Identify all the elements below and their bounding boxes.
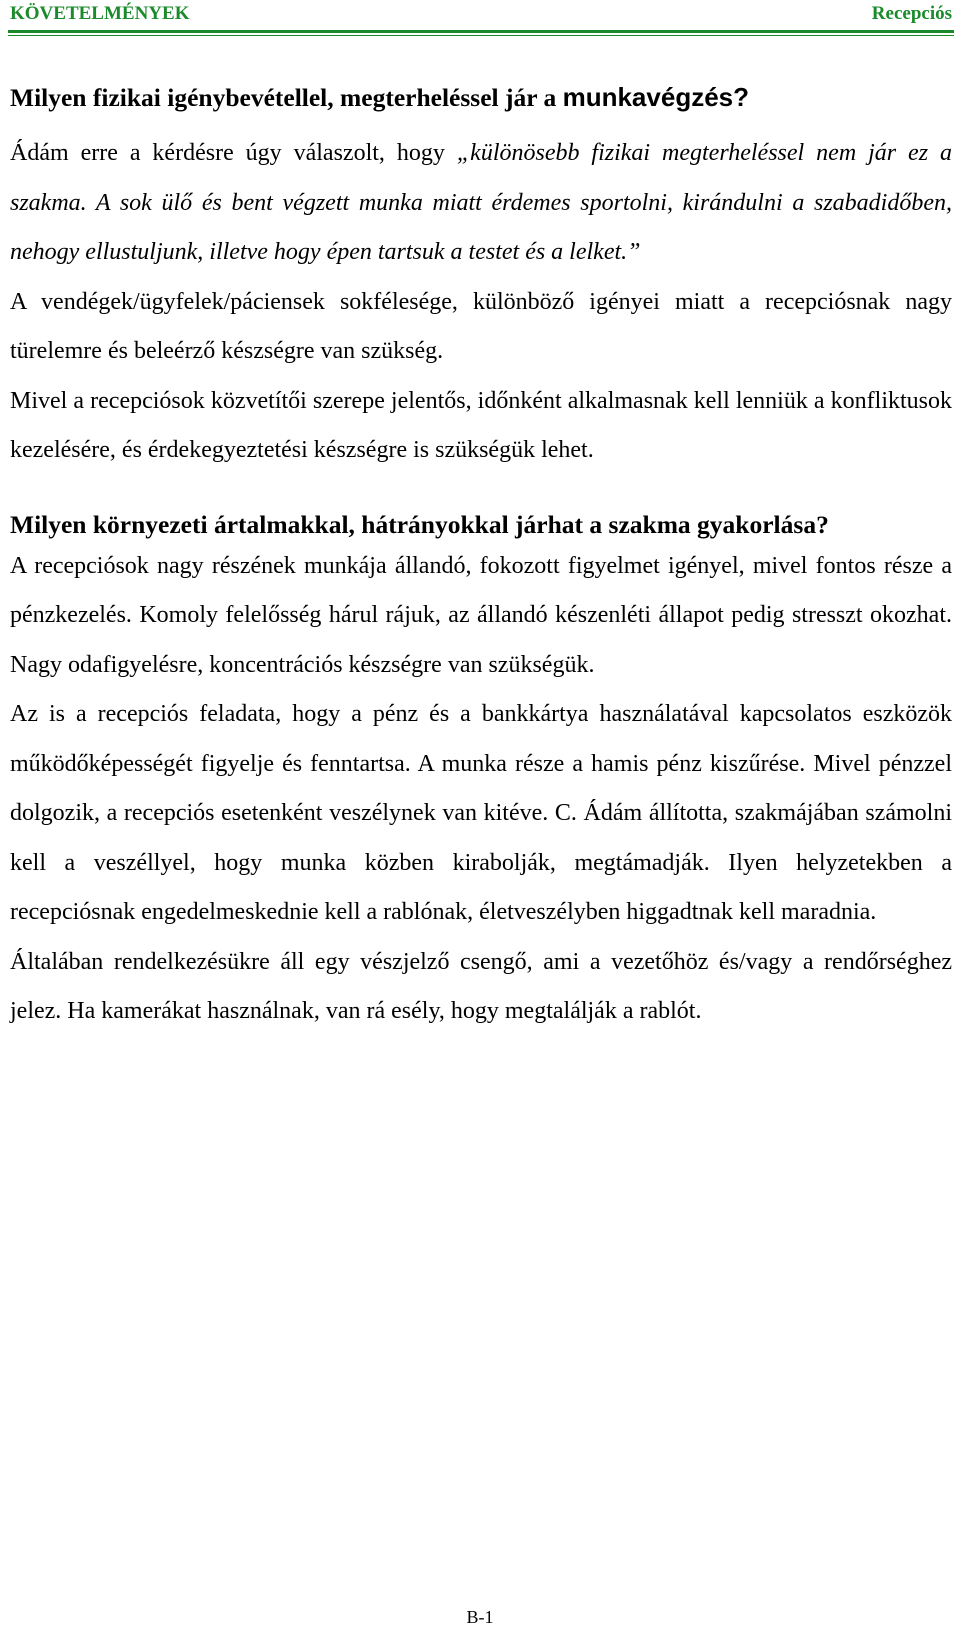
- paragraph-adam-intro: Ádám erre a kérdésre úgy válaszolt, hogy: [10, 140, 457, 166]
- header-left-title: KÖVETELMÉNYEK: [10, 3, 190, 24]
- document-body: [10, 82, 952, 1037]
- section-heading-environmental-hazards: Milyen környezeti ártalmakkal, hátrányokkal járhat a szakma gyakorlása?: [10, 509, 829, 539]
- section-heading-physical-load: [10, 82, 952, 113]
- paragraph-patience: A vendégek/ügyfelek/páciensek sokfélesége, különböző igényei miatt a recepciósnak nagy türelemre és beleérző készségre van szükség.: [10, 288, 952, 364]
- header-right-title: Recepciós: [871, 3, 952, 24]
- section-heading-physical-load-tail: munkavégzés?: [562, 82, 749, 112]
- paragraph-alarm: Általában rendelkezésükre áll egy vészjelző csengő, ami a vezetőhöz és/vagy a rendőrséghez jelez. Ha kamerákat használnak, van rá esély, hogy megtalálják a rablót.: [10, 948, 952, 1024]
- paragraph-adam-answer: [10, 129, 952, 278]
- paragraph-money-handling: Az is a recepciós feladata, hogy a pénz és a bankkártya használatával kapcsolatos eszközök működőképességét figyelje és fenntartsa. A munka része a hamis pénz kiszűrése. Mivel pénzzel dolgozik, a recepciós esetenként veszélynek van kitéve. C. Ádám állította, szakmájában számolni kell a veszéllyel, hogy munka közben kirabolják, megtámadják. Ilyen helyzetekben a recepciósnak engedelmeskednie kell a rablónak, életveszélyben higgadtnak kell maradnia.: [10, 701, 952, 925]
- paragraph-adam-quote: „különösebb fizikai megterheléssel nem jár ez a szakma. A sok ülő és bent végzett munka miatt érdemes sportolni, kirándulni a szabadidőben, nehogy ellustuljunk, illetve hogy épen tartsuk a testet és a lelket.”: [10, 140, 952, 265]
- page-number: B-1: [466, 1607, 494, 1627]
- running-header: [10, 3, 952, 29]
- paragraph-conflict-handling: Mivel a recepciósok közvetítői szerepe jelentős, időnként alkalmasnak kell lenniük a konfliktusok kezelésére, és érdekegyeztetési készségre is szükségük lehet.: [10, 387, 952, 463]
- paragraph-attention: A recepciósok nagy részének munkája állandó, fokozott figyelmet igényel, mivel fontos része a pénzkezelés. Komoly felelősség hárul rájuk, az állandó készenléti állapot pedig stresszt okozhat. Nagy odafigyelésre, koncentrációs készségre van szükségük.: [10, 552, 952, 678]
- header-divider: [8, 30, 954, 36]
- section-heading-physical-load-text: Milyen fizikai igénybevétellel, megterheléssel jár a: [10, 83, 563, 112]
